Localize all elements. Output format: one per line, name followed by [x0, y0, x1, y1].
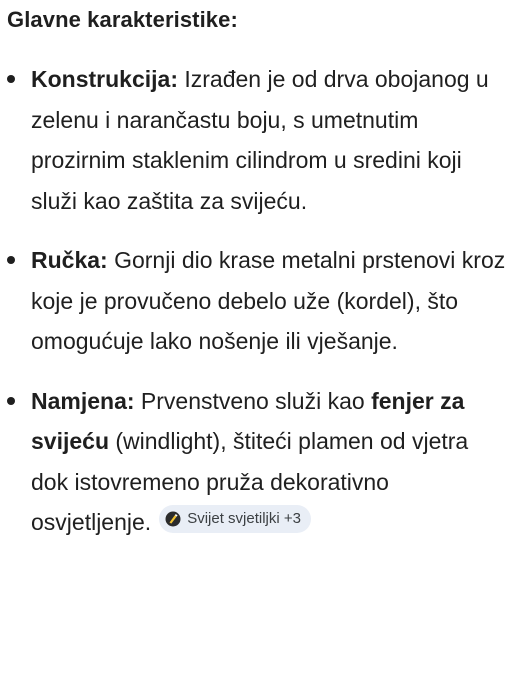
feature-list — [7, 59, 517, 543]
source-chip[interactable] — [159, 505, 311, 533]
section-heading: Glavne karakteristike: — [7, 7, 238, 32]
source-chip-label: Svijet svjetiljki +3 — [187, 510, 301, 527]
item-term: Namjena: — [31, 387, 135, 414]
item-term: Ručka: — [31, 247, 108, 273]
item-text: Prvenstveno služi kao — [134, 387, 372, 414]
item-text: osvjetljenje. — [31, 509, 152, 535]
bullet-dot — [7, 75, 15, 83]
list-item — [7, 240, 511, 362]
item-emphasis: fenjer za svijeću — [31, 387, 465, 454]
item-text: Izrađen je od drva obojanog u zelenu i narančastu boju, s umetnutim prozirnim staklenim cilindrom u sredini koji služi kao zaštita za svijeću. — [31, 66, 489, 214]
item-term: Konstrukcija: — [31, 66, 178, 92]
list-item — [7, 381, 511, 543]
item-text: (windlight), štiteći plamen od vjetra dok istovremeno pruža dekorativno — [31, 428, 469, 495]
bullet-dot — [7, 256, 15, 264]
list-item — [7, 59, 511, 221]
item-text: Gornji dio krase metalni prstenovi kroz koje je provučeno debelo uže (kordel), što omogućuje lako nošenje ili vješanje. — [31, 247, 506, 354]
bullet-dot — [7, 397, 15, 405]
source-favicon-icon — [165, 511, 181, 527]
